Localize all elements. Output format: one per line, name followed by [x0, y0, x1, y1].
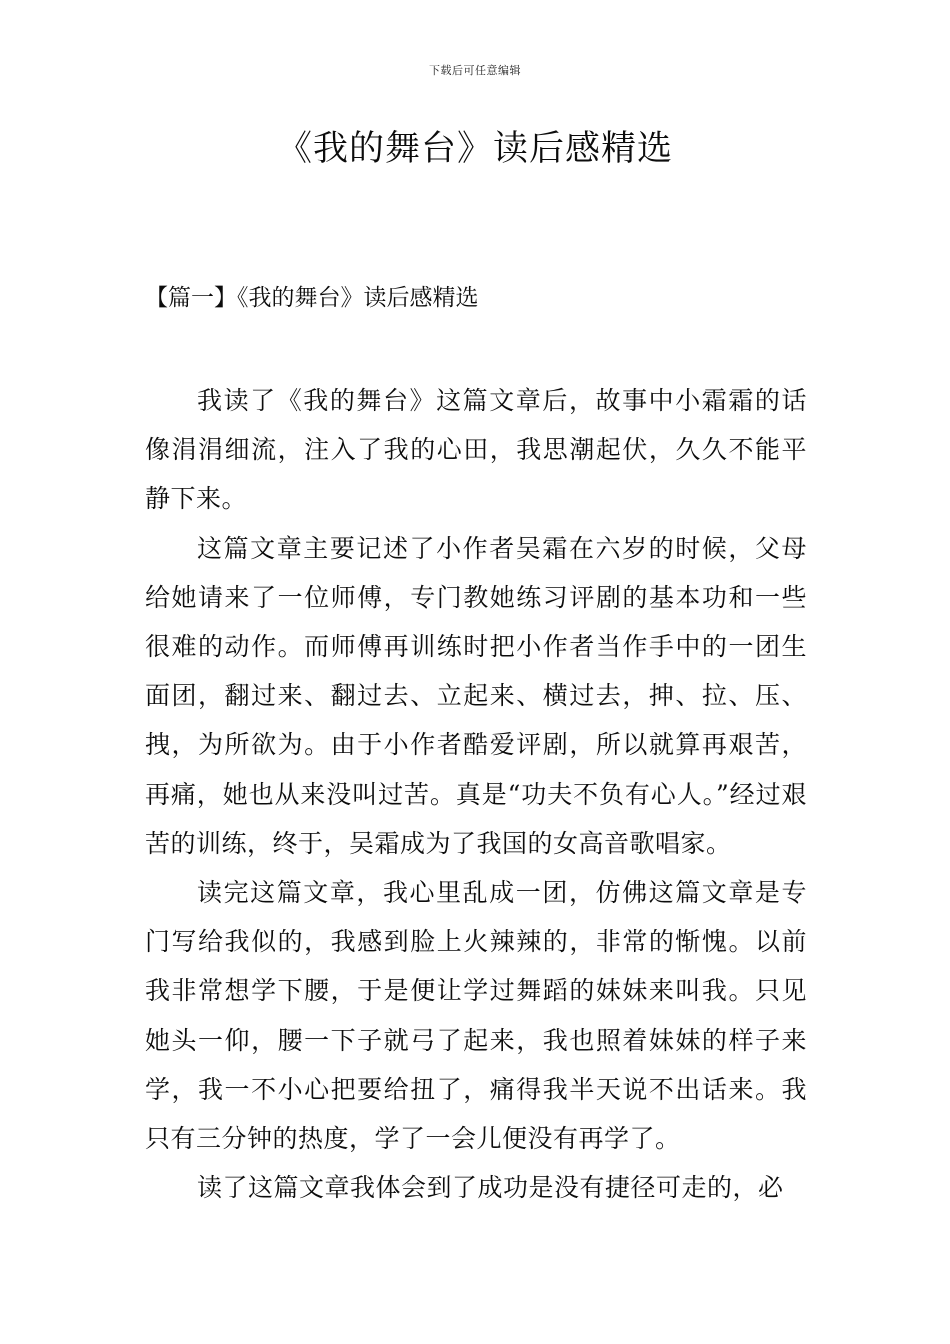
body-text	[145, 376, 807, 1212]
header-note: 下载后可任意编辑	[429, 64, 521, 77]
section-heading: 【篇一】《我的舞台》读后感精选	[145, 285, 479, 311]
paragraph: 读了这篇文章我体会到了成功是没有捷径可走的，必	[197, 1173, 784, 1203]
paragraph: 读完这篇文章，我心里乱成一团，仿佛这篇文章是专门写给我似的，我感到脸上火辣辣的，非常的惭愧。以前我非常想学下腰，于是便让学过舞蹈的妹妹来叫我。只见她头一仰，腰一下子就弓了起来，我也照着妹妹的样子来学，我一不小心把要给扭了，痛得我半天说不出话来。我只有三分钟的热度，学了一会儿便没有再学了。	[145, 878, 807, 1154]
document-title: 《我的舞台》读后感精选	[276, 129, 673, 169]
paragraph: 这篇文章主要记述了小作者吴霜在六岁的时候，父母给她请来了一位师傅，专门教她练习评剧的基本功和一些很难的动作。而师傅再训练时把小作者当作手中的一团生面团，翻过来、翻过去、立起来、横过去，抻、拉、压、拽，为所欲为。由于小作者酷爱评剧，所以就算再艰苦，再痛，她也从来没叫过苦。真是“功夫不负有心人。”经过艰苦的训练，终于，吴霜成为了我国的女高音歌唱家。	[145, 533, 807, 858]
paragraph: 我读了《我的舞台》这篇文章后，故事中小霜霜的话像涓涓细流，注入了我的心田，我思潮起伏，久久不能平静下来。	[145, 386, 807, 514]
